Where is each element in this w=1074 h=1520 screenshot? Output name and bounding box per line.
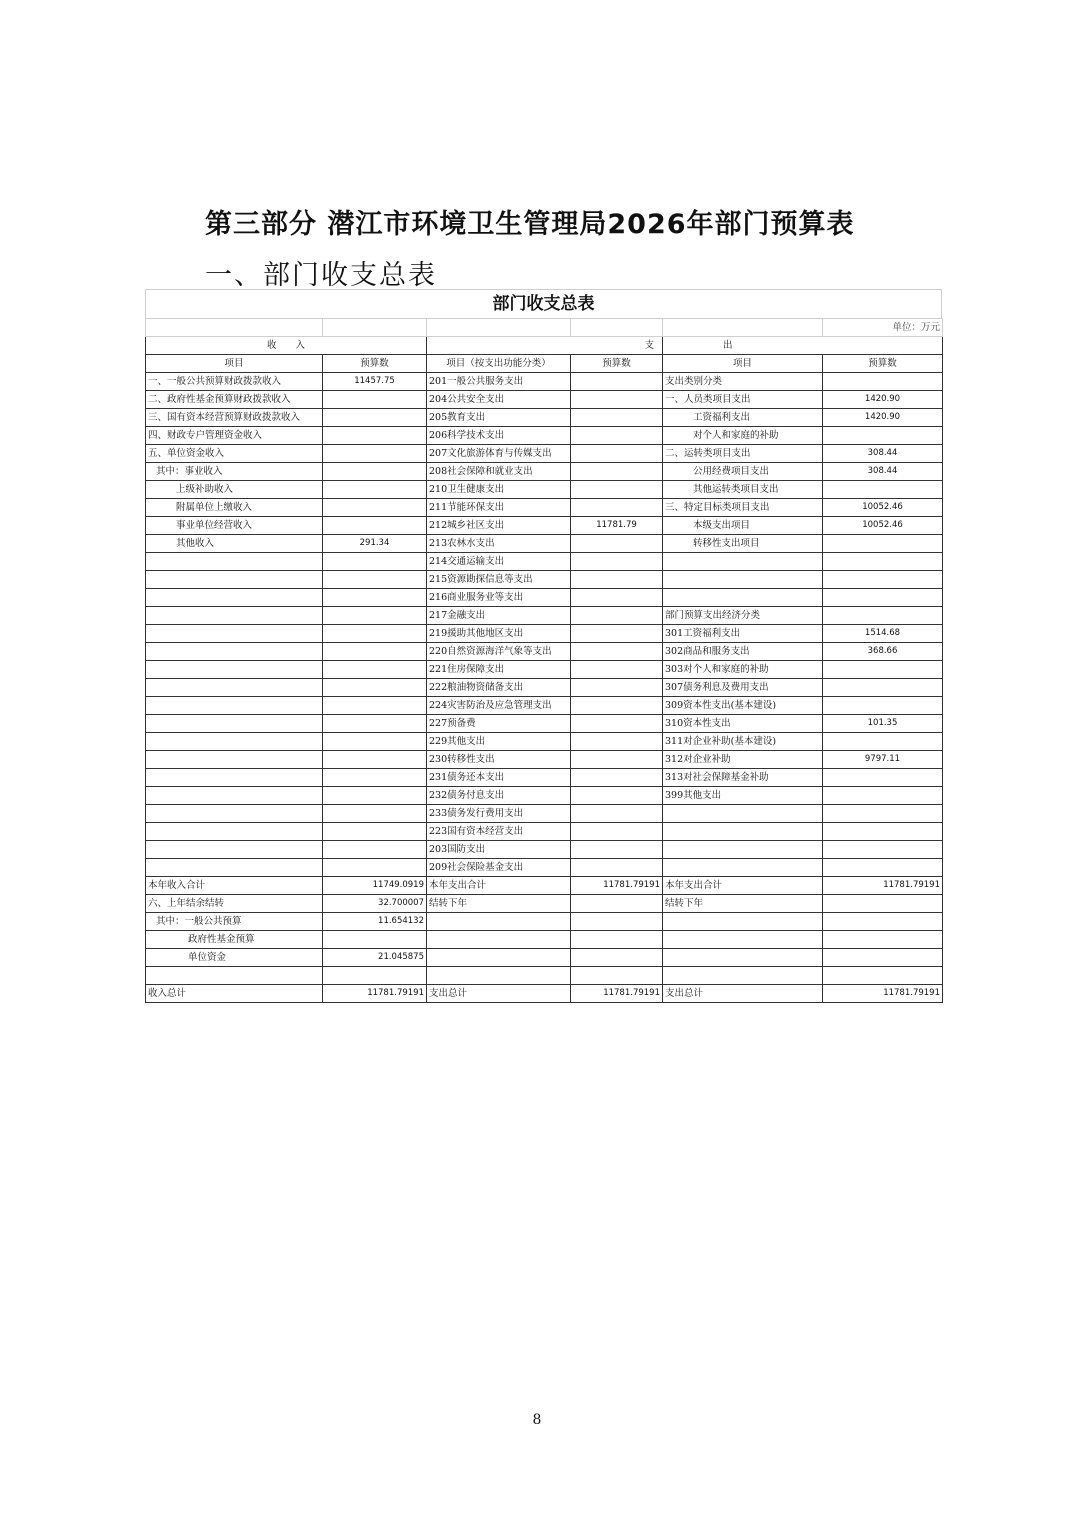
func-amount-cell bbox=[571, 571, 663, 589]
income-item-cell bbox=[146, 697, 323, 715]
econ-amount-cell bbox=[823, 949, 943, 967]
econ-item-cell: 转移性支出项目 bbox=[663, 535, 823, 553]
econ-amount-cell bbox=[823, 481, 943, 499]
table-row bbox=[146, 535, 943, 553]
econ-item-cell: 三、特定目标类项目支出 bbox=[663, 499, 823, 517]
func-amount-cell bbox=[571, 805, 663, 823]
func-item-cell: 230转移性支出 bbox=[427, 751, 571, 769]
income-item-cell bbox=[146, 661, 323, 679]
econ-amount-cell: 101.35 bbox=[823, 715, 943, 733]
income-item-cell: 六、上年结余结转 bbox=[146, 895, 323, 913]
table-row bbox=[146, 841, 943, 859]
table-row bbox=[146, 985, 943, 1003]
econ-item-cell: 二、运转类项目支出 bbox=[663, 445, 823, 463]
func-item-cell bbox=[427, 913, 571, 931]
income-amount-cell bbox=[323, 733, 427, 751]
func-amount-cell bbox=[571, 463, 663, 481]
func-item-cell: 208社会保障和就业支出 bbox=[427, 463, 571, 481]
func-item-cell: 217金融支出 bbox=[427, 607, 571, 625]
income-amount-cell bbox=[323, 679, 427, 697]
table-row bbox=[146, 571, 943, 589]
econ-amount-cell bbox=[823, 913, 943, 931]
table-row bbox=[146, 463, 943, 481]
func-amount-cell bbox=[571, 373, 663, 391]
econ-item-cell: 结转下年 bbox=[663, 895, 823, 913]
econ-amount-cell: 10052.46 bbox=[823, 517, 943, 535]
income-amount-cell bbox=[323, 787, 427, 805]
income-amount-cell bbox=[323, 391, 427, 409]
income-amount-cell bbox=[323, 553, 427, 571]
income-amount-cell bbox=[323, 967, 427, 985]
income-amount-cell bbox=[323, 571, 427, 589]
econ-item-cell: 工资福利支出 bbox=[663, 409, 823, 427]
func-item-cell: 本年支出合计 bbox=[427, 877, 571, 895]
econ-item-cell: 312对企业补助 bbox=[663, 751, 823, 769]
income-item-cell: 五、单位资金收入 bbox=[146, 445, 323, 463]
income-amount-cell bbox=[323, 859, 427, 877]
econ-item-cell: 311对企业补助(基本建设) bbox=[663, 733, 823, 751]
income-item-cell: 一、一般公共预算财政拨款收入 bbox=[146, 373, 323, 391]
table-row bbox=[146, 373, 943, 391]
col-header-econ-amount: 预算数 bbox=[823, 355, 943, 373]
func-item-cell bbox=[427, 967, 571, 985]
income-amount-cell bbox=[323, 841, 427, 859]
income-item-cell bbox=[146, 859, 323, 877]
func-amount-cell bbox=[571, 967, 663, 985]
func-item-cell: 216商业服务业等支出 bbox=[427, 589, 571, 607]
func-amount-cell bbox=[571, 589, 663, 607]
func-item-cell: 205教育支出 bbox=[427, 409, 571, 427]
func-amount-cell bbox=[571, 949, 663, 967]
func-item-cell: 211节能环保支出 bbox=[427, 499, 571, 517]
income-amount-cell bbox=[323, 697, 427, 715]
income-amount-cell bbox=[323, 463, 427, 481]
income-amount-cell: 21.045875 bbox=[323, 949, 427, 967]
group-header-row bbox=[146, 337, 943, 355]
income-amount-cell bbox=[323, 589, 427, 607]
income-amount-cell bbox=[323, 409, 427, 427]
income-amount-cell bbox=[323, 715, 427, 733]
econ-item-cell bbox=[663, 859, 823, 877]
econ-amount-cell bbox=[823, 787, 943, 805]
budget-summary-table bbox=[145, 318, 943, 1003]
income-amount-cell bbox=[323, 661, 427, 679]
table-row bbox=[146, 409, 943, 427]
income-amount-cell bbox=[323, 643, 427, 661]
income-amount-cell bbox=[323, 499, 427, 517]
func-item-cell: 220自然资源海洋气象等支出 bbox=[427, 643, 571, 661]
func-amount-cell bbox=[571, 751, 663, 769]
page-heading: 第三部分 潜江市环境卫生管理局2026年部门预算表 bbox=[205, 209, 855, 240]
econ-amount-cell bbox=[823, 661, 943, 679]
income-item-cell: 单位资金 bbox=[146, 949, 323, 967]
func-item-cell: 233债务发行费用支出 bbox=[427, 805, 571, 823]
expense-group-header-a: 支 bbox=[427, 337, 663, 355]
income-amount-cell bbox=[323, 625, 427, 643]
func-item-cell: 214交通运输支出 bbox=[427, 553, 571, 571]
func-amount-cell bbox=[571, 445, 663, 463]
income-amount-cell bbox=[323, 769, 427, 787]
econ-amount-cell bbox=[823, 373, 943, 391]
func-item-cell: 207文化旅游体育与传媒支出 bbox=[427, 445, 571, 463]
income-amount-cell: 11.654132 bbox=[323, 913, 427, 931]
econ-amount-cell: 10052.46 bbox=[823, 499, 943, 517]
table-row bbox=[146, 661, 943, 679]
col-header-income-amount: 预算数 bbox=[323, 355, 427, 373]
income-amount-cell: 11457.75 bbox=[323, 373, 427, 391]
func-amount-cell bbox=[571, 427, 663, 445]
econ-amount-cell: 11781.79191 bbox=[823, 985, 943, 1003]
table-row bbox=[146, 787, 943, 805]
page-number: 8 bbox=[532, 1412, 542, 1428]
econ-amount-cell: 1420.90 bbox=[823, 409, 943, 427]
table-row bbox=[146, 859, 943, 877]
econ-amount-cell bbox=[823, 823, 943, 841]
func-amount-cell bbox=[571, 769, 663, 787]
func-item-cell: 213农林水支出 bbox=[427, 535, 571, 553]
income-item-cell: 附属单位上缴收入 bbox=[146, 499, 323, 517]
func-amount-cell bbox=[571, 823, 663, 841]
func-amount-cell bbox=[571, 841, 663, 859]
func-amount-cell bbox=[571, 931, 663, 949]
section-heading: 一、部门收支总表 bbox=[205, 260, 437, 291]
econ-item-cell: 本级支出项目 bbox=[663, 517, 823, 535]
table-row bbox=[146, 931, 943, 949]
table-row bbox=[146, 553, 943, 571]
econ-item-cell bbox=[663, 967, 823, 985]
econ-amount-cell bbox=[823, 859, 943, 877]
func-item-cell: 203国防支出 bbox=[427, 841, 571, 859]
income-item-cell bbox=[146, 823, 323, 841]
econ-amount-cell: 11781.79191 bbox=[823, 877, 943, 895]
income-item-cell: 政府性基金预算 bbox=[146, 931, 323, 949]
econ-item-cell bbox=[663, 931, 823, 949]
income-amount-cell bbox=[323, 427, 427, 445]
unit-row bbox=[146, 319, 943, 337]
func-amount-cell bbox=[571, 787, 663, 805]
income-item-cell: 上级补助收入 bbox=[146, 481, 323, 499]
table-row bbox=[146, 733, 943, 751]
func-amount-cell bbox=[571, 409, 663, 427]
func-item-cell: 212城乡社区支出 bbox=[427, 517, 571, 535]
table-row bbox=[146, 607, 943, 625]
func-amount-cell bbox=[571, 553, 663, 571]
income-amount-cell: 11749.0919 bbox=[323, 877, 427, 895]
income-item-cell: 其中：一般公共预算 bbox=[146, 913, 323, 931]
econ-amount-cell bbox=[823, 697, 943, 715]
table-row bbox=[146, 391, 943, 409]
table-row bbox=[146, 481, 943, 499]
func-amount-cell: 11781.79191 bbox=[571, 985, 663, 1003]
table-row bbox=[146, 823, 943, 841]
econ-amount-cell bbox=[823, 553, 943, 571]
func-item-cell: 223国有资本经营支出 bbox=[427, 823, 571, 841]
econ-item-cell: 一、人员类项目支出 bbox=[663, 391, 823, 409]
income-amount-cell bbox=[323, 607, 427, 625]
econ-item-cell bbox=[663, 805, 823, 823]
income-item-cell bbox=[146, 841, 323, 859]
table-row bbox=[146, 517, 943, 535]
econ-item-cell: 399其他支出 bbox=[663, 787, 823, 805]
func-item-cell: 231债务还本支出 bbox=[427, 769, 571, 787]
income-item-cell bbox=[146, 715, 323, 733]
table-row bbox=[146, 499, 943, 517]
econ-amount-cell: 1420.90 bbox=[823, 391, 943, 409]
econ-amount-cell bbox=[823, 841, 943, 859]
table-row bbox=[146, 643, 943, 661]
func-amount-cell: 11781.79 bbox=[571, 517, 663, 535]
econ-amount-cell bbox=[823, 427, 943, 445]
econ-item-cell: 301工资福利支出 bbox=[663, 625, 823, 643]
table-row bbox=[146, 877, 943, 895]
econ-amount-cell bbox=[823, 931, 943, 949]
budget-table-container bbox=[145, 289, 942, 1003]
income-item-cell bbox=[146, 751, 323, 769]
func-amount-cell bbox=[571, 697, 663, 715]
table-row bbox=[146, 625, 943, 643]
income-item-cell bbox=[146, 805, 323, 823]
econ-item-cell bbox=[663, 949, 823, 967]
income-amount-cell bbox=[323, 805, 427, 823]
income-item-cell bbox=[146, 787, 323, 805]
func-item-cell: 204公共安全支出 bbox=[427, 391, 571, 409]
func-item-cell: 219援助其他地区支出 bbox=[427, 625, 571, 643]
func-amount-cell bbox=[571, 607, 663, 625]
income-item-cell: 其他收入 bbox=[146, 535, 323, 553]
income-item-cell: 三、国有资本经营预算财政拨款收入 bbox=[146, 409, 323, 427]
func-amount-cell bbox=[571, 715, 663, 733]
table-row bbox=[146, 679, 943, 697]
column-header-row bbox=[146, 355, 943, 373]
econ-amount-cell bbox=[823, 895, 943, 913]
econ-item-cell bbox=[663, 841, 823, 859]
income-amount-cell bbox=[323, 445, 427, 463]
col-header-func-item: 项目（按支出功能分类） bbox=[427, 355, 571, 373]
func-item-cell: 221住房保障支出 bbox=[427, 661, 571, 679]
income-item-cell bbox=[146, 679, 323, 697]
income-amount-cell bbox=[323, 823, 427, 841]
income-amount-cell bbox=[323, 517, 427, 535]
table-row bbox=[146, 949, 943, 967]
econ-item-cell bbox=[663, 589, 823, 607]
func-item-cell: 209社会保险基金支出 bbox=[427, 859, 571, 877]
col-header-func-amount: 预算数 bbox=[571, 355, 663, 373]
income-item-cell bbox=[146, 625, 323, 643]
econ-item-cell bbox=[663, 913, 823, 931]
econ-amount-cell: 1514.68 bbox=[823, 625, 943, 643]
table-row bbox=[146, 751, 943, 769]
func-amount-cell bbox=[571, 391, 663, 409]
func-item-cell: 支出总计 bbox=[427, 985, 571, 1003]
econ-item-cell bbox=[663, 823, 823, 841]
econ-item-cell: 309资本性支出(基本建设) bbox=[663, 697, 823, 715]
econ-item-cell: 303对个人和家庭的补助 bbox=[663, 661, 823, 679]
func-amount-cell bbox=[571, 499, 663, 517]
table-row bbox=[146, 445, 943, 463]
income-item-cell bbox=[146, 967, 323, 985]
income-amount-cell bbox=[323, 751, 427, 769]
func-item-cell: 222粮油物资储备支出 bbox=[427, 679, 571, 697]
table-row bbox=[146, 769, 943, 787]
table-row bbox=[146, 913, 943, 931]
func-amount-cell: 11781.79191 bbox=[571, 877, 663, 895]
econ-item-cell: 302商品和服务支出 bbox=[663, 643, 823, 661]
income-amount-cell: 11781.79191 bbox=[323, 985, 427, 1003]
income-amount-cell bbox=[323, 931, 427, 949]
func-amount-cell bbox=[571, 643, 663, 661]
econ-amount-cell bbox=[823, 607, 943, 625]
income-item-cell: 收入总计 bbox=[146, 985, 323, 1003]
income-amount-cell bbox=[323, 481, 427, 499]
income-amount-cell: 32.700007 bbox=[323, 895, 427, 913]
unit-label: 单位：万元 bbox=[823, 319, 943, 337]
func-amount-cell bbox=[571, 895, 663, 913]
table-row bbox=[146, 697, 943, 715]
econ-item-cell: 部门预算支出经济分类 bbox=[663, 607, 823, 625]
func-amount-cell bbox=[571, 733, 663, 751]
income-group-header: 收 入 bbox=[146, 337, 427, 355]
econ-item-cell: 其他运转类项目支出 bbox=[663, 481, 823, 499]
func-amount-cell bbox=[571, 913, 663, 931]
table-row bbox=[146, 427, 943, 445]
econ-item-cell: 对个人和家庭的补助 bbox=[663, 427, 823, 445]
func-amount-cell bbox=[571, 661, 663, 679]
income-item-cell bbox=[146, 571, 323, 589]
econ-item-cell bbox=[663, 553, 823, 571]
func-item-cell: 206科学技术支出 bbox=[427, 427, 571, 445]
econ-amount-cell bbox=[823, 535, 943, 553]
income-item-cell bbox=[146, 607, 323, 625]
func-item-cell: 232债务付息支出 bbox=[427, 787, 571, 805]
func-item-cell: 215资源勘探信息等支出 bbox=[427, 571, 571, 589]
econ-item-cell: 本年支出合计 bbox=[663, 877, 823, 895]
table-row bbox=[146, 715, 943, 733]
econ-item-cell: 支出总计 bbox=[663, 985, 823, 1003]
income-item-cell: 其中：事业收入 bbox=[146, 463, 323, 481]
func-item-cell: 201一般公共服务支出 bbox=[427, 373, 571, 391]
income-item-cell bbox=[146, 553, 323, 571]
func-item-cell: 229其他支出 bbox=[427, 733, 571, 751]
econ-amount-cell bbox=[823, 589, 943, 607]
income-amount-cell: 291.34 bbox=[323, 535, 427, 553]
income-item-cell: 二、政府性基金预算财政拨款收入 bbox=[146, 391, 323, 409]
col-header-income-item: 项目 bbox=[146, 355, 323, 373]
func-item-cell: 227预备费 bbox=[427, 715, 571, 733]
income-item-cell: 四、财政专户管理资金收入 bbox=[146, 427, 323, 445]
econ-item-cell: 307债务利息及费用支出 bbox=[663, 679, 823, 697]
econ-amount-cell bbox=[823, 769, 943, 787]
econ-amount-cell bbox=[823, 733, 943, 751]
income-item-cell bbox=[146, 643, 323, 661]
func-item-cell bbox=[427, 931, 571, 949]
func-item-cell: 210卫生健康支出 bbox=[427, 481, 571, 499]
econ-amount-cell: 9797.11 bbox=[823, 751, 943, 769]
income-item-cell bbox=[146, 733, 323, 751]
econ-item-cell: 310资本性支出 bbox=[663, 715, 823, 733]
econ-item-cell bbox=[663, 571, 823, 589]
econ-amount-cell bbox=[823, 571, 943, 589]
table-row bbox=[146, 589, 943, 607]
econ-amount-cell bbox=[823, 967, 943, 985]
func-amount-cell bbox=[571, 535, 663, 553]
func-amount-cell bbox=[571, 625, 663, 643]
econ-amount-cell bbox=[823, 679, 943, 697]
func-item-cell bbox=[427, 949, 571, 967]
econ-amount-cell: 368.66 bbox=[823, 643, 943, 661]
expense-group-header-b: 出 bbox=[663, 337, 943, 355]
func-amount-cell bbox=[571, 679, 663, 697]
income-item-cell: 事业单位经营收入 bbox=[146, 517, 323, 535]
econ-amount-cell: 308.44 bbox=[823, 445, 943, 463]
income-item-cell bbox=[146, 589, 323, 607]
econ-item-cell: 313对社会保障基金补助 bbox=[663, 769, 823, 787]
func-amount-cell bbox=[571, 481, 663, 499]
table-row bbox=[146, 967, 943, 985]
econ-item-cell: 支出类别分类 bbox=[663, 373, 823, 391]
col-header-econ-item: 项目 bbox=[663, 355, 823, 373]
econ-amount-cell bbox=[823, 805, 943, 823]
econ-item-cell: 公用经费项目支出 bbox=[663, 463, 823, 481]
income-item-cell bbox=[146, 769, 323, 787]
func-item-cell: 结转下年 bbox=[427, 895, 571, 913]
income-item-cell: 本年收入合计 bbox=[146, 877, 323, 895]
table-title: 部门收支总表 bbox=[145, 289, 942, 318]
func-amount-cell bbox=[571, 859, 663, 877]
econ-amount-cell: 308.44 bbox=[823, 463, 943, 481]
table-row bbox=[146, 805, 943, 823]
func-item-cell: 224灾害防治及应急管理支出 bbox=[427, 697, 571, 715]
table-row bbox=[146, 895, 943, 913]
